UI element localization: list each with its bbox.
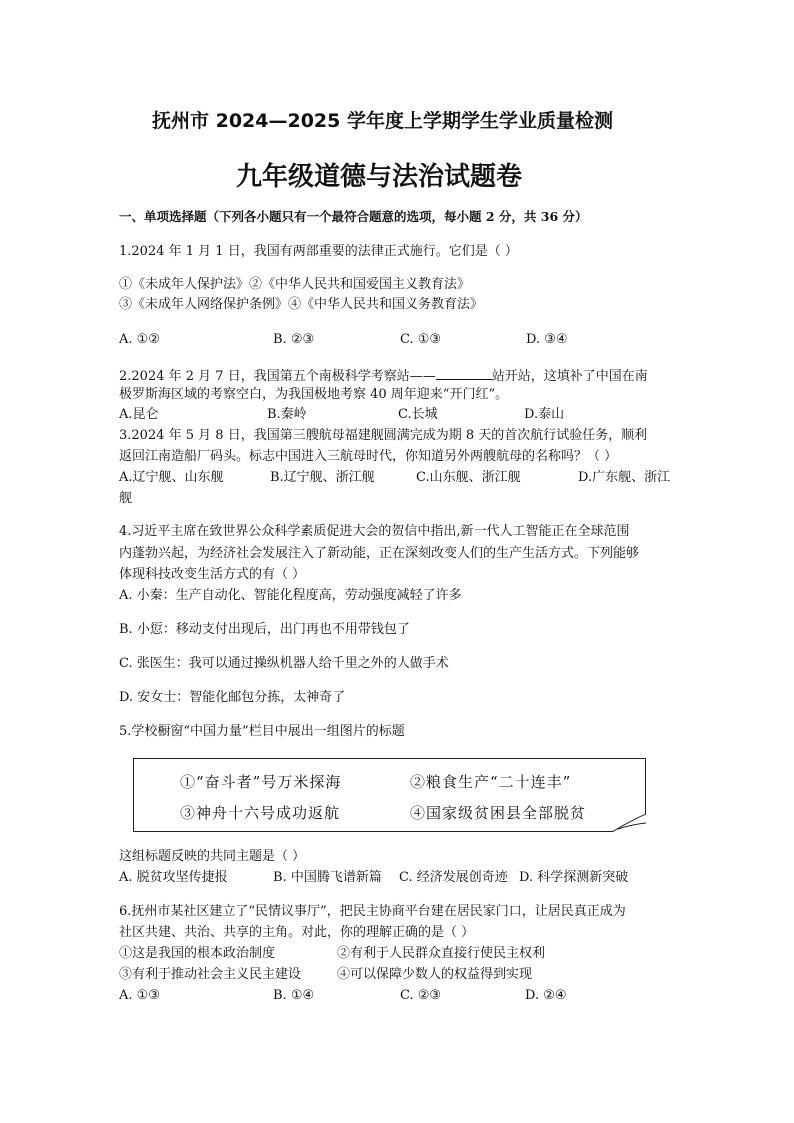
q3-stem-line1: 3.2024 年 5 月 8 日，我国第三艘航母福建舰圆满完成为期 8 天的首次航行试验任务，顺利 [119,428,648,443]
q6-option-b: B. ①④ [273,988,315,1003]
q6-item: ②有利于人民群众直接行使民主权利 [337,946,546,961]
q1-option-b: B. ②③ [273,332,315,347]
q4-option-c: C. 张医生：我可以通过操纵机器人给千里之外的人做手术 [119,656,449,671]
q2-stem-part2: 站开站，这填补了中国在南 [491,369,648,384]
exam-title: 抚州市 2024—2025 学年度上学期学生学业质量检测 [152,110,613,132]
q3-option-a: A.辽宁舰、山东舰 [119,470,224,485]
q5-option-c: C. 经济发展创奇迹 [399,870,508,885]
q5-box-item: ③神舟十六号成功返航 [180,804,341,822]
q1-item: ③《未成年人网络保护条例》④《中华人民共和国义务教育法》 [119,297,484,312]
q5-box-item: ②粮食生产“二十连丰” [410,773,572,791]
q4-stem-line1: 4.习近平主席在致世界公众科学素质促进大会的贺信中指出,新一代人工智能正在全球范围 [119,524,630,539]
q5-option-d: D. 科学探测新突破 [519,870,629,885]
exam-subtitle: 九年级道德与法治试题卷 [236,162,523,192]
q2-stem-line2: 极罗斯海区域的考察空白，为我国极地考察 40 周年迎来“开门红”。 [119,387,509,402]
q4-option-d: D. 安女士：智能化邮包分拣，太神奇了 [119,690,346,705]
q5-title-box [133,758,646,832]
q3-option-c: C.山东舰、浙江舰 [416,470,521,485]
q3-option-d: D.广东舰、浙江 [578,470,671,485]
q1-option-a: A. ①② [119,332,160,347]
q5-stem: 5.学校橱窗“中国力量”栏目中展出一组图片的标题 [119,724,405,739]
q5-box-item: ④国家级贫困县全部脱贫 [410,804,587,822]
q5-box-item: ①“奋斗者”号万米探海 [180,773,342,791]
q5-question: 这组标题反映的共同主题是（ ） [119,849,306,864]
q2-option-a: A.昆仑 [119,407,159,422]
q1-item: ①《未成年人保护法》②《中华人民共和国爱国主义教育法》 [119,277,471,292]
q4-option-a: A. 小秦：生产自动化、智能化程度高，劳动强度减轻了许多 [119,588,462,603]
q4-option-b: B. 小愆：移动支付出现后，出门再也不用带钱包了 [119,622,410,637]
q1-option-d: D. ③④ [526,332,568,347]
q2-stem-part1: 2.2024 年 2 月 7 日，我国第五个南极科学考察站—— [119,369,436,384]
q2-answer-blank [436,366,492,380]
q6-option-d: D. ②④ [525,988,567,1003]
q1-option-c: C. ①③ [400,332,442,347]
q3-stem-line2: 返回江南造船厂码头。标志中国进入三航母时代，你知道另外两艘航母的名称吗？（ ） [119,449,618,464]
q6-item: ①这是我国的根本政治制度 [119,946,276,961]
q5-option-a: A. 脱贫攻坚传捷报 [119,870,228,885]
q2-option-d: D.泰山 [524,407,565,422]
q2-stem [119,366,648,386]
q6-option-a: A. ①③ [119,988,160,1003]
q6-option-c: C. ②③ [400,988,442,1003]
q5-option-b: B. 中国腾飞谱新篇 [273,870,382,885]
q3-option-d-wrap: 舰 [119,491,133,506]
q6-stem-line2: 社区共建、共治、共享的主角。对此，你的理解正确的是（ ） [119,925,475,940]
section-heading: 一、单项选择题（下列各小题只有一个最符合题意的选项，每小题 2 分，共 36 分） [119,209,588,224]
q6-item: ④可以保障少数人的权益得到实现 [337,967,533,982]
q1-stem: 1.2024 年 1 月 1 日，我国有两部重要的法律正式施行。它们是（ ） [119,244,518,259]
page-curl-icon [612,814,646,832]
q4-stem-line3: 体现科技改变生活方式的有（ ） [119,567,306,582]
q3-option-b: B.辽宁舰、浙江舰 [270,470,375,485]
q6-item: ③有利于推动社会主义民主建设 [119,967,302,982]
q6-stem-line1: 6.抚州市某社区建立了“民情议事厅”，把民主协商平台建在居民家门口，让居民真正成为 [119,904,626,919]
q4-stem-line2: 内蓬勃兴起，为经济社会发展注入了新动能，正在深刻改变人们的生产生活方式。下列能够 [119,546,640,561]
q2-option-b: B.秦岭 [267,407,307,422]
q2-option-c: C.长城 [398,407,438,422]
